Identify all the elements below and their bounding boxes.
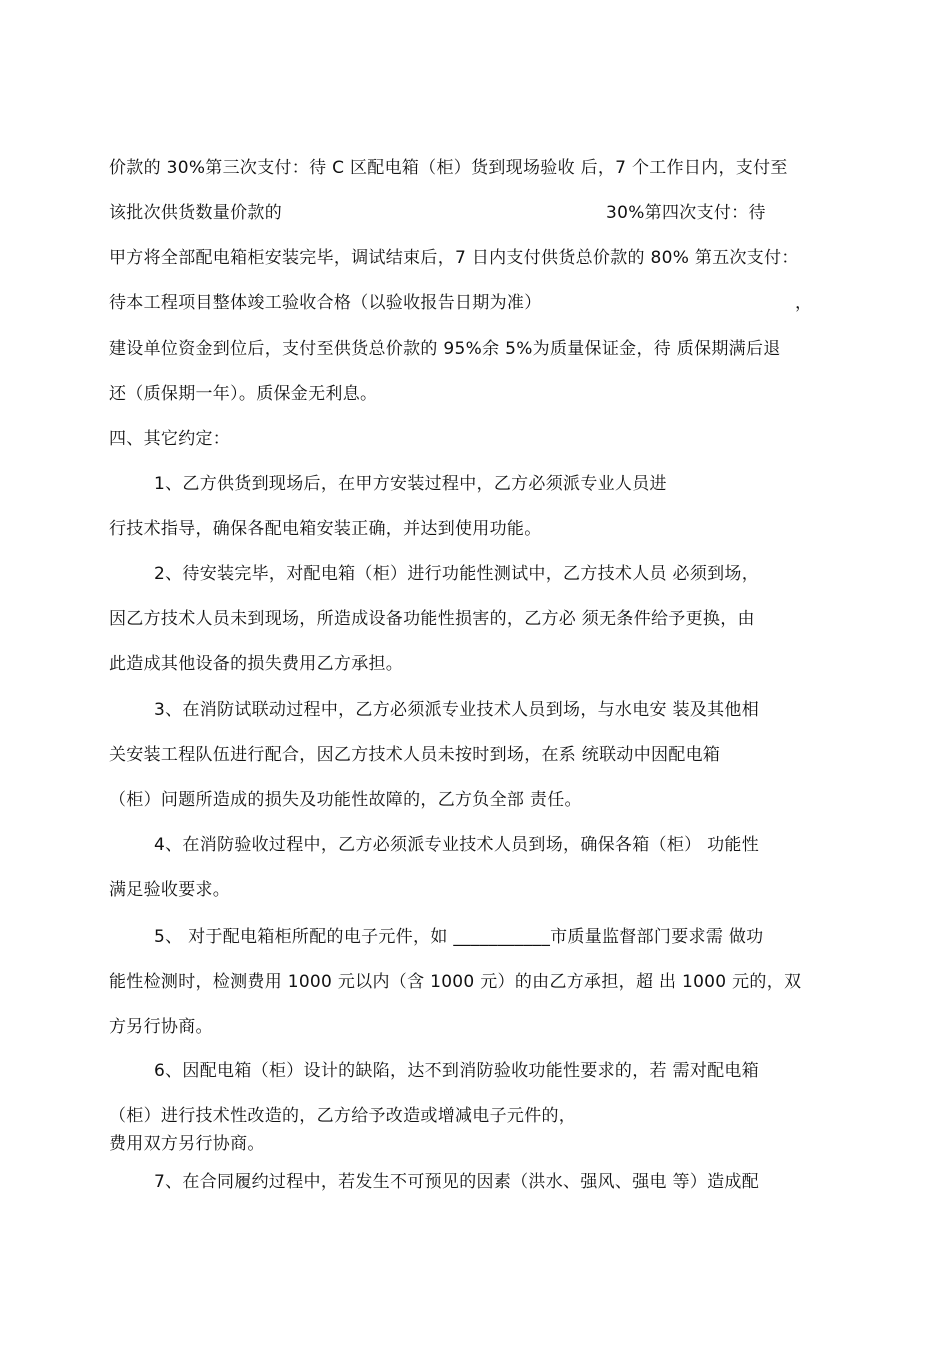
clause-2: 2、待安装完毕，对配电箱（柜）进行功能性测试中，乙方技术人员 必须到场， xyxy=(154,564,760,584)
text-line: 行技术指导，确保各配电箱安装正确，并达到使用功能。 xyxy=(109,519,542,539)
text-line: 甲方将全部配电箱柜安装完毕，调试结束后，7 日内支付供货总价款的 80% 第五次支付： xyxy=(109,248,799,268)
text-line: 该批次供货数量价款的 xyxy=(109,203,282,223)
text-line: 关安装工程队伍进行配合，因乙方技术人员未按时到场，在系 统联动中因配电箱 xyxy=(109,745,721,765)
text-line: 费用双方另行协商。 xyxy=(109,1134,265,1154)
text-line: 满足验收要求。 xyxy=(109,880,231,900)
text-line: （柜）问题所造成的损失及功能性故障的，乙方负全部 责任。 xyxy=(109,790,582,810)
text-line: 30%第四次支付：待 xyxy=(606,203,766,223)
text-line: 待本工程项目整体竣工验收合格（以验收报告日期为准） xyxy=(109,293,542,313)
text-line: 此造成其他设备的损失费用乙方承担。 xyxy=(109,654,404,674)
text-line: （柜）进行技术性改造的，乙方给予改造或增减电子元件的， xyxy=(109,1106,577,1126)
text-line: 还（质保期一年）。质保金无利息。 xyxy=(109,384,378,404)
text-line: 方另行协商。 xyxy=(109,1017,213,1037)
clause-6: 6、因配电箱（柜）设计的缺陷，达不到消防验收功能性要求的，若 需对配电箱 xyxy=(154,1061,760,1081)
text-line: 因乙方技术人员未到现场，所造成设备功能性损害的，乙方必 须无条件给予更换，由 xyxy=(109,609,755,629)
clause-7: 7、在合同履约过程中，若发生不可预见的因素（洪水、强风、强电 等）造成配 xyxy=(154,1172,760,1192)
clause-3: 3、在消防试联动过程中，乙方必须派专业技术人员到场，与水电安 装及其他相 xyxy=(154,700,760,720)
text-line: ， xyxy=(795,293,813,313)
clause-5: 5、 对于配电箱柜所配的电子元件，如 ___________市质量监督部门要求需 做功 xyxy=(154,927,764,947)
clause-1: 1、乙方供货到现场后，在甲方安装过程中，乙方必须派专业人员进 xyxy=(154,474,667,494)
text-line: 能性检测时，检测费用 1000 元以内（含 1000 元）的由乙方承担，超 出 1000 元的，双 xyxy=(109,972,802,992)
text-line: 价款的 30%第三次支付：待 C 区配电箱（柜）货到现场验收 后，7 个工作日内，支付至 xyxy=(109,158,788,178)
section-heading: 四、其它约定： xyxy=(109,429,231,449)
text-line: 建设单位资金到位后，支付至供货总价款的 95%余 5%为质量保证金，待 质保期满后退 xyxy=(109,339,781,359)
clause-4: 4、在消防验收过程中，乙方必须派专业技术人员到场，确保各箱（柜） 功能性 xyxy=(154,835,760,855)
